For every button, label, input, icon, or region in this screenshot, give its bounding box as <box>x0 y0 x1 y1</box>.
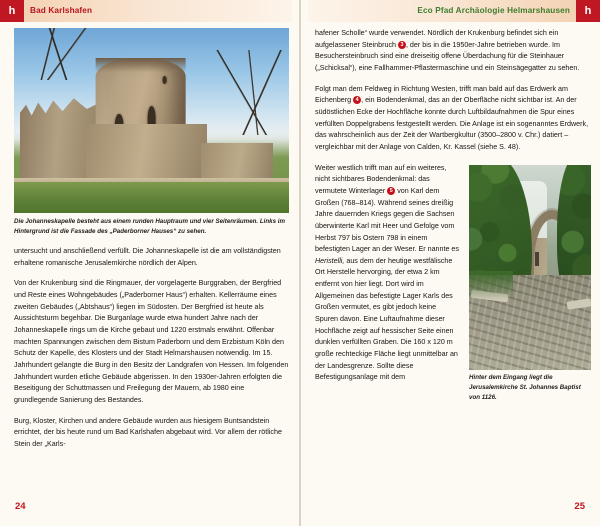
right-text-and-figure-block <box>315 163 591 405</box>
right-p3-text-c: aus dem der heutige westfälische Ort Herstelle hervorging, der etwa 2 km entfernt von hier liegt. Dort wird im Allgemeinen das befestigte Lager Karls des Großen vermutet, es gibt jedoch keine Spuren davon. Eine Luftaufnahme dieser Hochfläche zeigt auf hessischer Seite einen dunklen verfüllten Graben. Die 160 x 120 m große rechteckige Fläche liegt unmittelbar an der Landesgrenze. Sollte diese Befestigungsanlage mit dem <box>315 256 458 382</box>
map-marker-5-icon: 5 <box>387 187 395 195</box>
left-paragraph-1: untersucht und anschließend verfüllt. Die Johanneskapelle ist die am vollständigsten erhaltene romanische Jerusalemkirche nördlich der Alpen. <box>14 247 281 267</box>
publisher-logo-icon: h <box>576 0 600 22</box>
right-page <box>300 0 600 526</box>
publisher-logo-icon: h <box>0 0 24 22</box>
right-p2-text-b: , ein Bodendenkmal, das an der Oberfläche nicht sichtbar ist. An der südöstlichen Ecke der Hochfläche konnte durch Luftbildaufnahmen die Spur eines verfüllten Doppelgrabens festgestellt werden. Die Anlage ist ein sogenanntes Erdwerk, das wahrscheinlich aus der Zeit der Wartbergkultur (3500–2800 v. Chr.) datiert – vergleichbar mit der Anlage von Calden, Kr. Kassel (siehe S. 48). <box>315 96 589 151</box>
ruin-foreground-grass <box>14 182 289 213</box>
right-column <box>315 28 591 405</box>
right-paragraph-1 <box>315 28 591 75</box>
map-marker-3-icon: 3 <box>398 41 406 49</box>
right-figure-caption: Hinter dem Eingang liegt die Jerusalemkirche St. Johannes Baptist von 1126. <box>469 373 581 401</box>
map-marker-4-icon: 4 <box>353 96 361 104</box>
left-column <box>14 28 289 460</box>
right-p1-text-a: hafener Scholle“ wurde verwendet. Nördlich der Krukenburg befindet sich ein aufgelassener Steinbruch <box>315 29 559 49</box>
krukenburg-ruin-photo <box>14 28 289 213</box>
left-paragraph-2: Von der Krukenburg sind die Ringmauer, der vorgelagerte Burggraben, der Bergfried und Reste eines Wohngebäudes („Paderborner Haus“) erhalten. Kellerräume eines zweiten Gebäudes („Abtshaus“) liegen im Südosten. Der Bergfried ist heute als Aussichtsturm begehbar. Die Burganlage wurde etwa hundert Jahre nach der Johanneskapelle rings um die Kirche gebaut und 1220 erstmals erwähnt. Offenbar machten Spannungen zwischen dem Bistum Paderborn und dem Erzbistum Köln den Schutz der Kapelle, des Klosters und der Stadt Helmarshausen notwendig. Im 15. Jahrhundert gelangte die Burg in den Besitz der Landgrafen von Hessen. Im folgenden Jahrhundert wurden etliche Gebäude abgerissen. In den 1930er-Jahren erfolgten die Beseitigung der Schuttmassen und Freilegung der Mauern, ab 1980 eine grundlegende Sanierung des Bestandes. <box>14 279 289 404</box>
right-p2-text-a: Folgt man dem Feldweg in Richtung Westen, trifft man bald auf das Erdwerk am Eichenberg <box>315 84 568 105</box>
book-gutter <box>299 0 301 526</box>
jerusalemkirche-entrance-photo <box>469 165 591 370</box>
left-header-title: Bad Karlshafen <box>30 6 93 15</box>
left-running-head <box>0 0 300 22</box>
right-p3-text-a: Weiter westlich trifft man auf ein weiteres, nicht sichtbares Bodendenkmal: das vermutete Winterlager <box>315 163 447 195</box>
tree-branch-left-decor <box>14 28 108 80</box>
right-p3-text-b: von Karl dem Großen (768–814). Während seines dreißig Jahre dauernden Kriegs gegen die Sachsen überwinterte Karl mit Heer und Gefolge vom Herbst 797 bis Ostern 798 in einem befestigten Lager an der Weser. Er nannte es <box>315 186 459 254</box>
right-page-number: 25 <box>574 501 585 512</box>
jerusalemkirche-entrance-figure <box>469 165 591 403</box>
left-figure-caption: Die Johanneskapelle besteht aus einem runden Hauptraum und vier Seitenräumen. Links im Hintergrund ist die Fassade des „Paderborner Hauses“ zu sehen. <box>14 218 285 236</box>
tower-putlog-hole <box>162 76 167 84</box>
right-header-title: Eco Pfad Archäologie Helmarshausen <box>417 6 570 15</box>
left-page-number: 24 <box>15 501 26 512</box>
right-running-head <box>300 0 600 22</box>
right-paragraph-2 <box>315 84 591 154</box>
left-paragraph-3: Burg, Kloster, Kirchen und andere Gebäude wurden aus hiesigem Buntsandstein errichtet, der bis heute rund um Bad Karlshafen abgebaut wird. Vor allem der rötliche Stein der „Karls- <box>14 416 282 448</box>
tree-branch-right-decor <box>215 50 289 135</box>
photo-grass-edge <box>469 271 513 300</box>
krukenburg-ruin-figure <box>14 28 289 237</box>
right-p1-text-b: , der bis in die 1950er-Jahre betrieben wurde. Im Besuchersteinbruch sind eine dreiseitig offene Überdachung für die Steinhauer („Schicksal“), eine Fallhammer-Pflastermaschine und ein Steinsägegatter zu sehen. <box>315 40 580 72</box>
right-p3-latin-name: Heristelli, <box>315 256 345 265</box>
